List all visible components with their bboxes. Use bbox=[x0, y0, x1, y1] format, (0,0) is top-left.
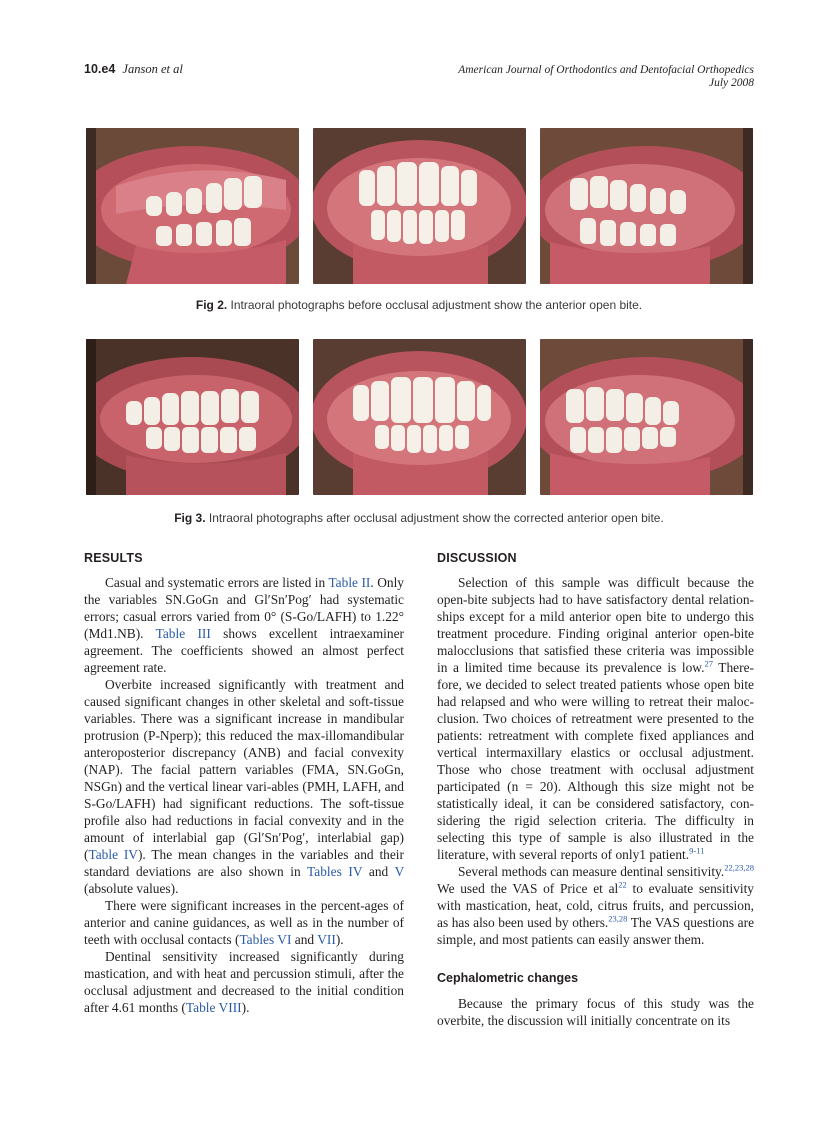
results-paragraph-4 bbox=[84, 948, 404, 1016]
tables-4-link[interactable]: Tables IV bbox=[307, 864, 363, 879]
discussion-paragraph-3 bbox=[437, 995, 754, 1029]
text-run: and bbox=[291, 932, 318, 947]
text-run: We used the VAS of Price et al bbox=[437, 881, 619, 896]
text-run: Several methods can measure dentinal sensitivity. bbox=[458, 864, 725, 879]
discussion-paragraph-2 bbox=[437, 863, 754, 948]
text-run: to evaluate sensitivity with mastication, heat, cold, citrus fruits, and percussion, as has also been used by others. bbox=[437, 881, 754, 930]
citation-22-23-28[interactable]: 22,23,28 bbox=[724, 862, 754, 873]
text-run: ). bbox=[335, 932, 344, 947]
figure-2-photo-frontal bbox=[313, 128, 526, 284]
text-run: Selection of this sample was difficult because the open-bite subjects had to have satisfactory dental relation-ships except for a mild anterior open bite to undergo this treatment procedure. Finding original anterior open-bite malocclusions that satisfied these criteria was impossible in a limited time because its prevalence is low. bbox=[437, 575, 754, 675]
citation-22[interactable]: 22 bbox=[618, 879, 627, 890]
text-run: shows excellent intraexaminer agreement. The coefficients showed an almost perfect agreement rate. bbox=[84, 626, 404, 675]
text-run: Dentinal sensitivity increased significantly during mastication, and with heat and percussion stimuli, after the occlusal adjustment and decreased to the initial condition after 4.61 months ( bbox=[84, 949, 404, 1015]
figure-3-caption bbox=[84, 511, 754, 525]
text-run: ). The mean changes in the variables and their standard deviations are also shown in bbox=[84, 847, 404, 879]
discussion-heading: DISCUSSION bbox=[437, 551, 517, 565]
text-run: (absolute values). bbox=[84, 881, 179, 896]
table-5-link[interactable]: V bbox=[394, 864, 404, 879]
figure-2-photos bbox=[86, 128, 753, 284]
journal-title: American Journal of Orthodontics and Dentofacial Orthopedics bbox=[458, 64, 754, 76]
text-run: Casual and systematic errors are listed in bbox=[105, 575, 329, 590]
issue-date: July 2008 bbox=[708, 77, 754, 89]
results-paragraph-3 bbox=[84, 897, 404, 948]
figure-2-photo-left-lateral bbox=[540, 128, 753, 284]
text-run: and bbox=[362, 864, 395, 879]
figure-3-photo-right-lateral bbox=[86, 339, 299, 495]
figure-2-label: Fig 2. bbox=[195, 298, 228, 312]
running-header-right bbox=[458, 64, 754, 90]
running-header-left bbox=[84, 62, 183, 77]
text-run: Overbite increased significantly with treatment and caused significant changes in other skeletal and soft-tissue variables. There was a significant increase in mandibular protrusion (P-Nperp); this reduced the max-illomandibular anteroposterior discrepancy (ANB) and facial convexity (NAP). The facial pattern variables (FMA, SN.GoGn, NSGn) and the vertical linear vari-ables (PMH, LAFH, and S-Go/LAFH) had significant reductions. The soft-tissue profile also had reductions in facial convexity and in the amount of interlabial gap (Gl′Sn′Pog′, interlabial gap) ( bbox=[84, 677, 404, 862]
figure-3-photo-frontal bbox=[313, 339, 526, 495]
results-heading: RESULTS bbox=[84, 551, 143, 565]
discussion-column bbox=[437, 550, 754, 1029]
results-paragraph-1 bbox=[84, 574, 404, 676]
citation-27[interactable]: 27 bbox=[704, 658, 713, 669]
table-3-link[interactable]: Table III bbox=[155, 626, 211, 641]
results-column bbox=[84, 550, 404, 1016]
running-authors: Janson et al bbox=[122, 62, 183, 76]
discussion-paragraph-1 bbox=[437, 574, 754, 863]
figure-3-label: Fig 3. bbox=[174, 511, 206, 525]
text-run: There were significant increases in the percent-ages of anterior and canine guidances, as well as in the number of teeth with occlusal contacts ( bbox=[84, 898, 404, 947]
text-run: . Only the variables SN.GoGn and Gl′Sn′Pog′ had systematic errors; casual errors varied from 0° (S-Go/LAFH) to 1.22° (Md1.NB). bbox=[84, 575, 405, 641]
cephalometric-changes-heading: Cephalometric changes bbox=[437, 971, 579, 985]
table-2-link[interactable]: Table II bbox=[328, 575, 371, 590]
text-run: There-fore, we decided to select treated patients whose open bite had relapsed and who were willing to retreat their maloc-clusion. Two choices of retreatment were presented to the patients: retreatment with complete fixed appliances and vertical intermaxillary elastics or occlusal adjustment. Those who chose treatment with occlusal adjustment participated (n = 20). Although this size might not be statistically ideal, it can be considered satisfactory, con-sidering the rigid selection criteria. The difficulty in selecting this type of sample is also illustrated in the literature, with several reports of only1 patient. bbox=[437, 660, 754, 862]
figure-2-photo-right-lateral bbox=[86, 128, 299, 284]
text-run: ). bbox=[241, 1000, 250, 1015]
text-run: The VAS questions are simple, and most patients can easily answer them. bbox=[437, 915, 755, 947]
text-run: Because the primary focus of this study was the overbite, the discussion will initially concentrate on its bbox=[437, 996, 754, 1028]
figure-2-caption bbox=[84, 298, 754, 312]
tables-6-link[interactable]: Tables VI bbox=[239, 932, 292, 947]
table-7-link[interactable]: VII bbox=[317, 932, 336, 947]
table-4-link[interactable]: Table IV bbox=[88, 847, 138, 862]
results-paragraph-2 bbox=[84, 676, 404, 897]
figure-3-photo-left-lateral bbox=[540, 339, 753, 495]
figure-3-photos bbox=[86, 339, 753, 495]
figure-2-caption-text: Intraoral photographs before occlusal adjustment show the anterior open bite. bbox=[230, 298, 643, 312]
citation-23-28[interactable]: 23,28 bbox=[608, 913, 628, 924]
page-number: 10.e4 bbox=[84, 62, 116, 76]
citation-9-11[interactable]: 9-11 bbox=[689, 845, 705, 856]
figure-3-caption-text: Intraoral photographs after occlusal adjustment show the corrected anterior open bite. bbox=[208, 511, 664, 525]
table-8-link[interactable]: Table VIII bbox=[185, 1000, 242, 1015]
